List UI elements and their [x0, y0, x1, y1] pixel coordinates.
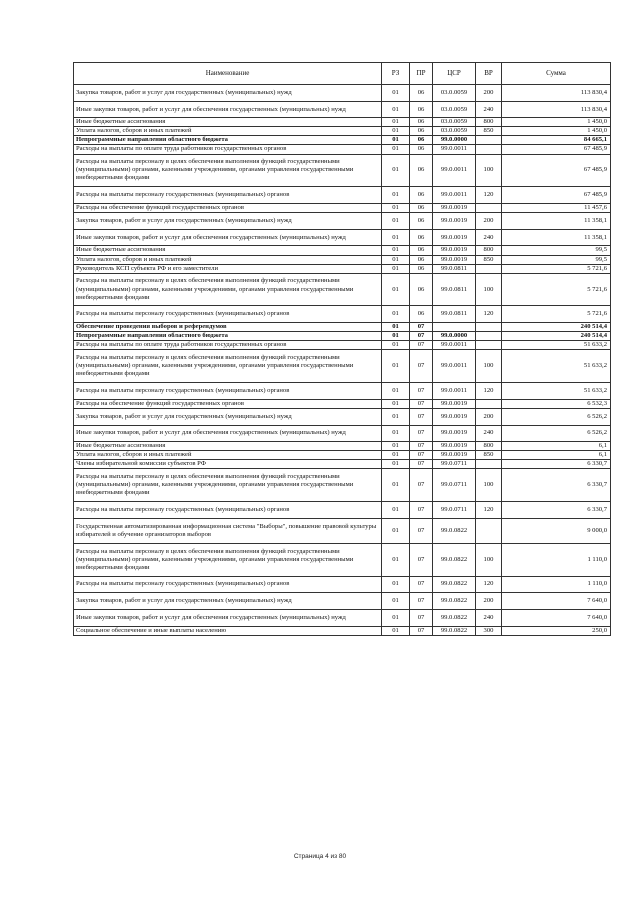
- row-rz: 01: [382, 350, 410, 383]
- row-sum: 6 330,7: [502, 460, 611, 469]
- row-vr: 240: [476, 101, 502, 118]
- table-row: [74, 425, 611, 442]
- row-csr: 99.0.0811: [433, 306, 476, 323]
- table-row: [74, 502, 611, 519]
- row-sum: 11 358,1: [502, 213, 611, 230]
- header-sum: Сумма: [502, 63, 611, 85]
- row-csr: 99.0.0822: [433, 543, 476, 576]
- row-pr: 07: [410, 593, 433, 610]
- row-name: Расходы на выплаты по оплате труда работников государственных органов: [74, 341, 382, 350]
- row-vr: 100: [476, 469, 502, 502]
- row-vr: 200: [476, 408, 502, 425]
- row-pr: 07: [410, 576, 433, 593]
- row-rz: 01: [382, 127, 410, 136]
- row-sum: 250,0: [502, 626, 611, 635]
- table-row: [74, 204, 611, 213]
- row-name: Расходы на выплаты персоналу в целях обеспечения выполнения функций государственными (муниципальными) органами, казенными учреждениями, органами управления государственными внебюджетными фондами: [74, 469, 382, 502]
- row-pr: 06: [410, 127, 433, 136]
- row-name: Расходы на выплаты персоналу в целях обеспечения выполнения функций государственными (муниципальными) органами, казенными учреждениями, органами управления государственными внебюджетными фондами: [74, 154, 382, 187]
- row-rz: 01: [382, 425, 410, 442]
- row-csr: 99.0.0822: [433, 609, 476, 626]
- row-name: Расходы на выплаты персоналу в целях обеспечения выполнения функций государственными (муниципальными) органами, казенными учреждениями, органами управления государственными внебюджетными фондами: [74, 543, 382, 576]
- table-row: [74, 399, 611, 408]
- row-pr: 07: [410, 399, 433, 408]
- row-sum: 11 358,1: [502, 229, 611, 246]
- row-name: Уплата налогов, сборов и иных платежей: [74, 127, 382, 136]
- row-csr: 99.0.0822: [433, 593, 476, 610]
- row-rz: 01: [382, 118, 410, 127]
- row-vr: [476, 332, 502, 341]
- row-sum: 67 485,9: [502, 145, 611, 154]
- row-rz: 01: [382, 154, 410, 187]
- row-rz: 01: [382, 213, 410, 230]
- row-csr: 99.0.0011: [433, 145, 476, 154]
- row-vr: 120: [476, 187, 502, 204]
- row-pr: 07: [410, 350, 433, 383]
- row-name: Расходы на обеспечение функций государственных органов: [74, 204, 382, 213]
- row-name: Расходы на выплаты по оплате труда работников государственных органов: [74, 145, 382, 154]
- row-sum: 1 450,0: [502, 127, 611, 136]
- row-csr: 99.0.0711: [433, 469, 476, 502]
- row-vr: 120: [476, 502, 502, 519]
- row-vr: 800: [476, 442, 502, 451]
- row-vr: 120: [476, 576, 502, 593]
- row-vr: 850: [476, 255, 502, 264]
- row-sum: 113 830,4: [502, 85, 611, 102]
- row-rz: 01: [382, 518, 410, 543]
- row-vr: [476, 264, 502, 273]
- row-sum: 99,5: [502, 255, 611, 264]
- header-rz: РЗ: [382, 63, 410, 85]
- row-rz: 01: [382, 576, 410, 593]
- row-pr: 06: [410, 255, 433, 264]
- row-csr: 99.0.0019: [433, 399, 476, 408]
- row-sum: 240 514,4: [502, 323, 611, 332]
- row-vr: 800: [476, 246, 502, 255]
- table-row: [74, 383, 611, 400]
- row-vr: [476, 204, 502, 213]
- row-csr: 03.0.0059: [433, 127, 476, 136]
- row-sum: 7 640,0: [502, 593, 611, 610]
- row-pr: 06: [410, 145, 433, 154]
- row-name: Расходы на выплаты персоналу государственных (муниципальных) органов: [74, 187, 382, 204]
- header-csr: ЦСР: [433, 63, 476, 85]
- row-pr: 07: [410, 332, 433, 341]
- table-row: [74, 543, 611, 576]
- row-csr: 99.0.0711: [433, 502, 476, 519]
- row-name: Закупка товаров, работ и услуг для государственных (муниципальных) нужд: [74, 408, 382, 425]
- row-vr: 300: [476, 626, 502, 635]
- row-rz: 01: [382, 323, 410, 332]
- row-name: Иные закупки товаров, работ и услуг для обеспечения государственных (муниципальных) нужд: [74, 609, 382, 626]
- row-sum: 113 830,4: [502, 101, 611, 118]
- row-csr: 03.0.0059: [433, 85, 476, 102]
- row-sum: 7 640,0: [502, 609, 611, 626]
- row-rz: 01: [382, 626, 410, 635]
- table-row: [74, 306, 611, 323]
- table-row: [74, 350, 611, 383]
- row-rz: 01: [382, 204, 410, 213]
- table-row: [74, 609, 611, 626]
- row-pr: 07: [410, 543, 433, 576]
- header-name: Наименование: [74, 63, 382, 85]
- row-name: Члены избирательной комиссии субъектов РФ: [74, 460, 382, 469]
- row-rz: 01: [382, 332, 410, 341]
- row-sum: 1 110,0: [502, 576, 611, 593]
- row-csr: 99.0.0019: [433, 213, 476, 230]
- row-rz: 01: [382, 460, 410, 469]
- row-pr: 06: [410, 154, 433, 187]
- row-name: Закупка товаров, работ и услуг для государственных (муниципальных) нужд: [74, 85, 382, 102]
- table-row: [74, 408, 611, 425]
- row-sum: 67 485,9: [502, 187, 611, 204]
- row-name: Расходы на выплаты персоналу государственных (муниципальных) органов: [74, 576, 382, 593]
- row-pr: 07: [410, 469, 433, 502]
- row-csr: 99.0.0711: [433, 460, 476, 469]
- row-csr: 99.0.0019: [433, 425, 476, 442]
- table-row: [74, 469, 611, 502]
- row-vr: 120: [476, 383, 502, 400]
- table-row: [74, 145, 611, 154]
- row-name: Уплата налогов, сборов и иных платежей: [74, 451, 382, 460]
- table-row: [74, 213, 611, 230]
- row-rz: 01: [382, 255, 410, 264]
- row-name: Уплата налогов, сборов и иных платежей: [74, 255, 382, 264]
- table-row: [74, 273, 611, 306]
- row-csr: 99.0.0000: [433, 332, 476, 341]
- row-name: Закупка товаров, работ и услуг для государственных (муниципальных) нужд: [74, 213, 382, 230]
- row-name: Закупка товаров, работ и услуг для государственных (муниципальных) нужд: [74, 593, 382, 610]
- row-pr: 06: [410, 246, 433, 255]
- table-row: [74, 341, 611, 350]
- budget-table: [73, 62, 611, 636]
- row-csr: 99.0.0822: [433, 626, 476, 635]
- row-name: Иные бюджетные ассигнования: [74, 118, 382, 127]
- row-csr: 99.0.0019: [433, 255, 476, 264]
- row-vr: 850: [476, 127, 502, 136]
- row-pr: 07: [410, 383, 433, 400]
- row-csr: 99.0.0811: [433, 273, 476, 306]
- table-row: [74, 332, 611, 341]
- row-pr: 07: [410, 502, 433, 519]
- row-vr: 240: [476, 229, 502, 246]
- row-sum: 51 633,2: [502, 341, 611, 350]
- row-csr: 99.0.0011: [433, 187, 476, 204]
- row-vr: [476, 518, 502, 543]
- row-vr: [476, 145, 502, 154]
- page-number: Страница 4 из 80: [293, 853, 347, 860]
- row-rz: 01: [382, 442, 410, 451]
- table-row: [74, 576, 611, 593]
- row-pr: 06: [410, 229, 433, 246]
- row-sum: 240 514,4: [502, 332, 611, 341]
- table-body: [74, 85, 611, 636]
- row-rz: 01: [382, 593, 410, 610]
- row-csr: 99.0.0011: [433, 383, 476, 400]
- row-name: Непрограммные направления областного бюджета: [74, 332, 382, 341]
- row-sum: 6 532,3: [502, 399, 611, 408]
- row-sum: 6 330,7: [502, 502, 611, 519]
- row-vr: 240: [476, 609, 502, 626]
- row-csr: 03.0.0059: [433, 118, 476, 127]
- row-pr: 06: [410, 85, 433, 102]
- row-pr: 07: [410, 460, 433, 469]
- row-sum: 9 000,0: [502, 518, 611, 543]
- row-sum: 51 633,2: [502, 383, 611, 400]
- table-row: [74, 460, 611, 469]
- row-name: Непрограммные направления областного бюджета: [74, 136, 382, 145]
- table-row: [74, 518, 611, 543]
- row-pr: 06: [410, 118, 433, 127]
- row-rz: 01: [382, 341, 410, 350]
- row-csr: 99.0.0019: [433, 246, 476, 255]
- row-rz: 01: [382, 145, 410, 154]
- row-rz: 01: [382, 502, 410, 519]
- row-sum: 5 721,6: [502, 306, 611, 323]
- row-rz: 01: [382, 408, 410, 425]
- table-row: [74, 154, 611, 187]
- row-pr: 07: [410, 341, 433, 350]
- row-sum: 5 721,6: [502, 264, 611, 273]
- row-csr: 99.0.0011: [433, 341, 476, 350]
- row-pr: 07: [410, 451, 433, 460]
- row-name: Расходы на выплаты персоналу государственных (муниципальных) органов: [74, 502, 382, 519]
- table-row: [74, 246, 611, 255]
- row-sum: 6,1: [502, 451, 611, 460]
- header-vr: ВР: [476, 63, 502, 85]
- row-vr: 200: [476, 85, 502, 102]
- row-rz: 01: [382, 273, 410, 306]
- row-csr: 99.0.0822: [433, 518, 476, 543]
- table-row: [74, 442, 611, 451]
- row-pr: 06: [410, 306, 433, 323]
- table-row: [74, 255, 611, 264]
- row-name: Расходы на выплаты персоналу в целях обеспечения выполнения функций государственными (муниципальными) органами, казенными учреждениями, органами управления государственными внебюджетными фондами: [74, 350, 382, 383]
- row-rz: 01: [382, 609, 410, 626]
- row-csr: 99.0.0000: [433, 136, 476, 145]
- row-rz: 01: [382, 469, 410, 502]
- row-name: Руководитель КСП субъекта РФ и его заместители: [74, 264, 382, 273]
- row-vr: 120: [476, 306, 502, 323]
- table-row: [74, 264, 611, 273]
- row-rz: 01: [382, 399, 410, 408]
- row-rz: 01: [382, 264, 410, 273]
- table-row: [74, 85, 611, 102]
- row-pr: 06: [410, 204, 433, 213]
- table-row: [74, 136, 611, 145]
- row-csr: 99.0.0019: [433, 229, 476, 246]
- row-name: Расходы на выплаты персоналу государственных (муниципальных) органов: [74, 306, 382, 323]
- row-sum: 11 457,6: [502, 204, 611, 213]
- row-pr: 07: [410, 442, 433, 451]
- row-name: Социальное обеспечение и иные выплаты населению: [74, 626, 382, 635]
- row-vr: [476, 323, 502, 332]
- row-csr: 99.0.0019: [433, 442, 476, 451]
- row-name: Расходы на обеспечение функций государственных органов: [74, 399, 382, 408]
- row-name: Иные закупки товаров, работ и услуг для обеспечения государственных (муниципальных) нужд: [74, 229, 382, 246]
- row-vr: 100: [476, 543, 502, 576]
- row-rz: 01: [382, 101, 410, 118]
- row-csr: 99.0.0019: [433, 408, 476, 425]
- row-pr: 07: [410, 323, 433, 332]
- row-rz: 01: [382, 383, 410, 400]
- row-sum: 5 721,6: [502, 273, 611, 306]
- row-csr: 99.0.0811: [433, 264, 476, 273]
- row-pr: 06: [410, 187, 433, 204]
- row-rz: 01: [382, 187, 410, 204]
- row-name: Иные закупки товаров, работ и услуг для обеспечения государственных (муниципальных) нужд: [74, 425, 382, 442]
- row-rz: 01: [382, 136, 410, 145]
- row-rz: 01: [382, 229, 410, 246]
- row-name: Государственная автоматизированная информационная система "Выборы", повышение правовой культуры избирателей и обучение организаторов выборов: [74, 518, 382, 543]
- table-row: [74, 451, 611, 460]
- row-sum: 99,5: [502, 246, 611, 255]
- row-csr: [433, 323, 476, 332]
- table-header-row: [74, 63, 611, 85]
- row-rz: 01: [382, 543, 410, 576]
- row-pr: 06: [410, 136, 433, 145]
- row-csr: 99.0.0019: [433, 451, 476, 460]
- row-vr: [476, 399, 502, 408]
- row-vr: 800: [476, 118, 502, 127]
- row-vr: 100: [476, 154, 502, 187]
- row-csr: 03.0.0059: [433, 101, 476, 118]
- row-rz: 01: [382, 85, 410, 102]
- row-rz: 01: [382, 246, 410, 255]
- row-rz: 01: [382, 306, 410, 323]
- row-csr: 99.0.0011: [433, 350, 476, 383]
- row-pr: 07: [410, 518, 433, 543]
- row-vr: 200: [476, 213, 502, 230]
- row-sum: 84 665,1: [502, 136, 611, 145]
- row-pr: 07: [410, 425, 433, 442]
- row-vr: 850: [476, 451, 502, 460]
- row-sum: 1 110,0: [502, 543, 611, 576]
- row-sum: 1 450,0: [502, 118, 611, 127]
- table-row: [74, 118, 611, 127]
- row-name: Иные закупки товаров, работ и услуг для обеспечения государственных (муниципальных) нужд: [74, 101, 382, 118]
- row-sum: 6 526,2: [502, 425, 611, 442]
- row-sum: 6 526,2: [502, 408, 611, 425]
- header-pr: ПР: [410, 63, 433, 85]
- row-csr: 99.0.0011: [433, 154, 476, 187]
- row-sum: 6,1: [502, 442, 611, 451]
- row-sum: 6 330,7: [502, 469, 611, 502]
- table-row: [74, 101, 611, 118]
- row-csr: 99.0.0822: [433, 576, 476, 593]
- row-pr: 07: [410, 626, 433, 635]
- row-vr: 100: [476, 350, 502, 383]
- table-row: [74, 323, 611, 332]
- row-pr: 06: [410, 101, 433, 118]
- row-name: Обеспечение проведения выборов и референдумов: [74, 323, 382, 332]
- row-vr: 100: [476, 273, 502, 306]
- row-pr: 07: [410, 408, 433, 425]
- row-name: Иные бюджетные ассигнования: [74, 442, 382, 451]
- row-csr: 99.0.0019: [433, 204, 476, 213]
- row-sum: 51 633,2: [502, 350, 611, 383]
- row-vr: [476, 136, 502, 145]
- row-vr: 200: [476, 593, 502, 610]
- row-name: Расходы на выплаты персоналу в целях обеспечения выполнения функций государственными (муниципальными) органами, казенными учреждениями, органами управления государственными внебюджетными фондами: [74, 273, 382, 306]
- row-pr: 06: [410, 264, 433, 273]
- row-pr: 06: [410, 273, 433, 306]
- row-name: Расходы на выплаты персоналу государственных (муниципальных) органов: [74, 383, 382, 400]
- row-sum: 67 485,9: [502, 154, 611, 187]
- row-rz: 01: [382, 451, 410, 460]
- row-vr: 240: [476, 425, 502, 442]
- row-pr: 07: [410, 609, 433, 626]
- row-vr: [476, 341, 502, 350]
- table-row: [74, 127, 611, 136]
- table-row: [74, 593, 611, 610]
- table-row: [74, 187, 611, 204]
- table-row: [74, 229, 611, 246]
- row-name: Иные бюджетные ассигнования: [74, 246, 382, 255]
- row-vr: [476, 460, 502, 469]
- row-pr: 06: [410, 213, 433, 230]
- table-row: [74, 626, 611, 635]
